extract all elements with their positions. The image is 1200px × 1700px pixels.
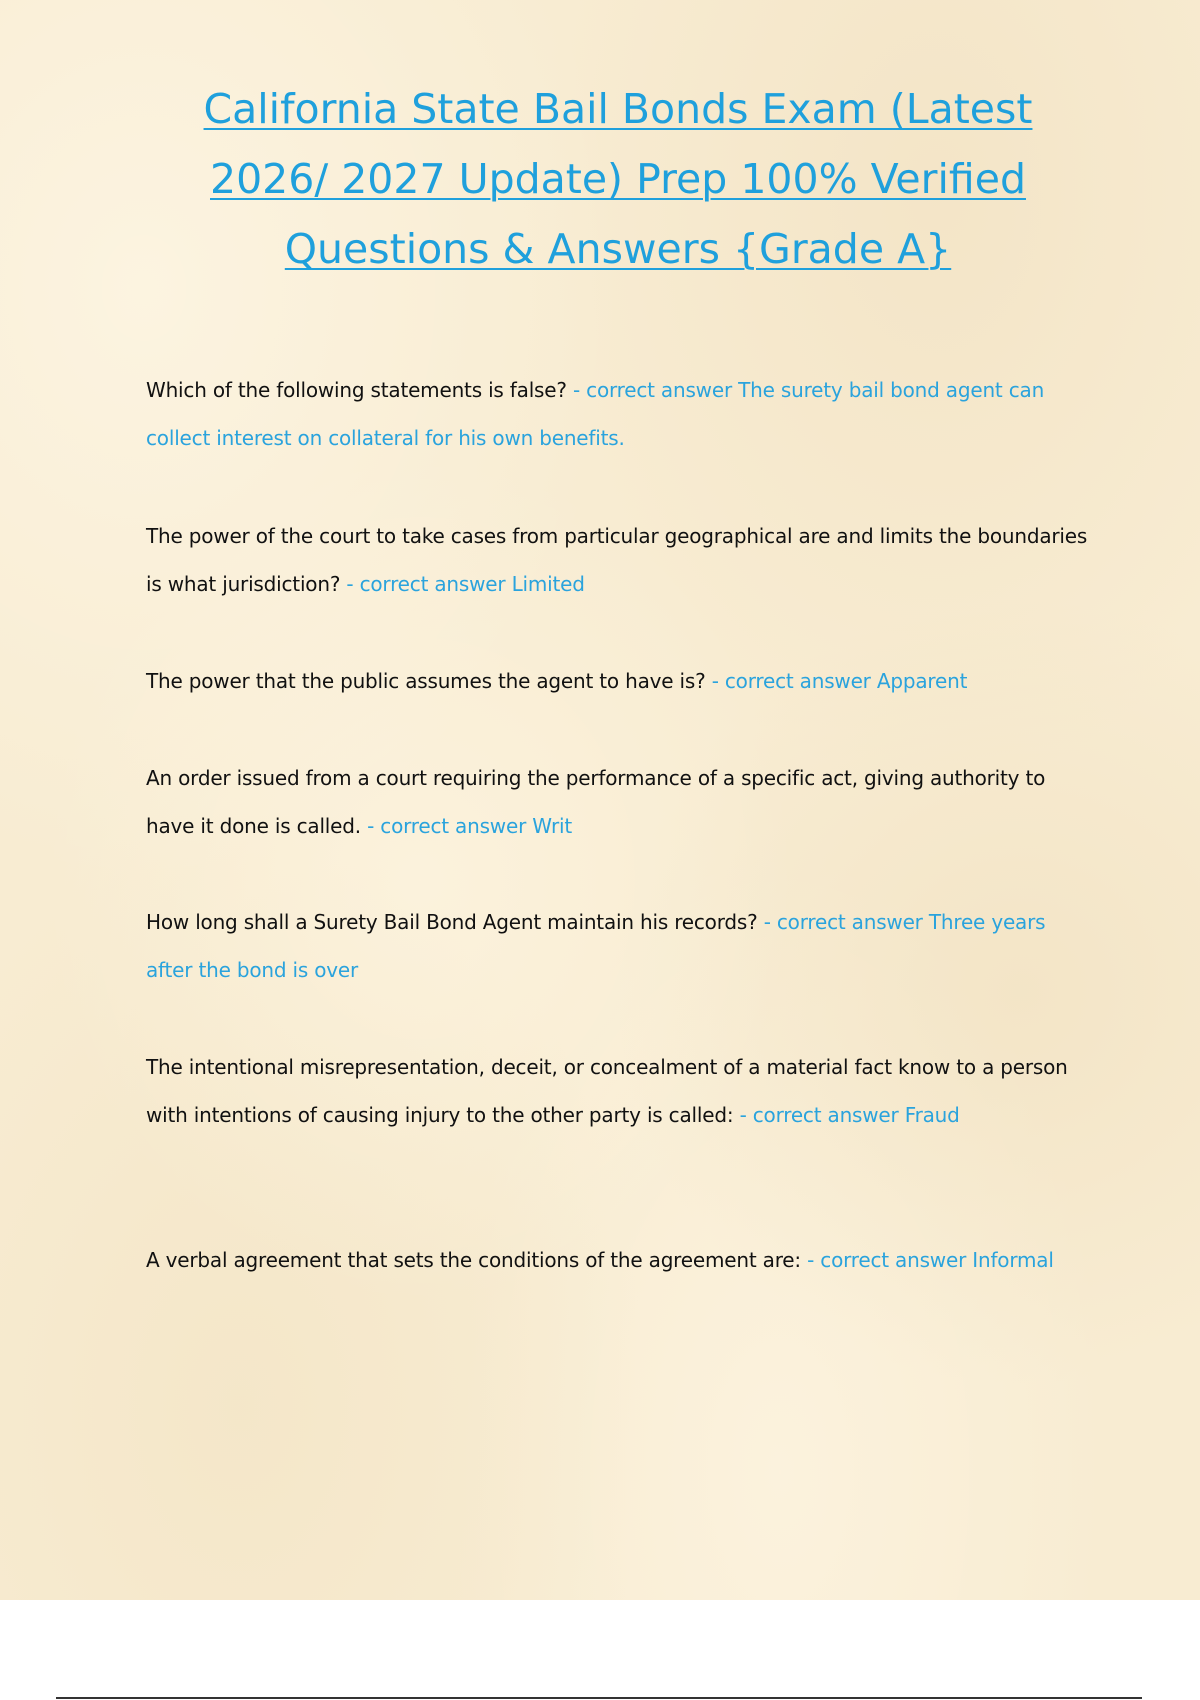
footer-divider bbox=[56, 1697, 1142, 1699]
question-text: A verbal agreement that sets the conditions of the agreement are: bbox=[146, 1248, 801, 1272]
answer-prefix: - correct answer bbox=[807, 1248, 967, 1272]
answer-prefix: - correct answer bbox=[711, 669, 871, 693]
answer-prefix: - correct answer bbox=[739, 1103, 899, 1127]
question-text: The power that the public assumes the agent to have is? bbox=[146, 669, 706, 693]
answer-text: Limited bbox=[511, 572, 585, 596]
qa-item-3 bbox=[146, 657, 1096, 705]
question-text: How long shall a Surety Bail Bond Agent maintain his records? bbox=[146, 910, 758, 934]
answer-text: Apparent bbox=[876, 669, 968, 693]
answer-prefix: - correct answer bbox=[763, 910, 923, 934]
qa-item-1 bbox=[146, 366, 1096, 462]
qa-item-4 bbox=[146, 754, 1096, 850]
answer-text: Writ bbox=[532, 814, 572, 838]
qa-item-5 bbox=[146, 898, 1096, 994]
answer-prefix: - correct answer bbox=[572, 378, 732, 402]
question-text: The intentional misrepresentation, deceit, or concealment of a material fact know to a person with intentions of causing injury to the other party is called: bbox=[146, 1055, 1068, 1127]
qa-item-2 bbox=[146, 512, 1096, 608]
answer-prefix: - correct answer bbox=[367, 814, 527, 838]
answer-prefix: - correct answer bbox=[346, 572, 506, 596]
qa-item-6 bbox=[146, 1043, 1096, 1139]
question-text: The power of the court to take cases from particular geographical are and limits the boundaries is what jurisdiction? bbox=[146, 524, 1088, 596]
qa-item-7 bbox=[146, 1236, 1096, 1284]
answer-text: Fraud bbox=[904, 1103, 960, 1127]
answer-text: The surety bail bond agent can collect interest on collateral for his own benefits. bbox=[146, 378, 1045, 450]
document-title: California State Bail Bonds Exam (Latest 2026/ 2027 Update) Prep 100% Verified Questions & Answers {Grade A} bbox=[203, 85, 1033, 273]
answer-text: Three years after the bond is over bbox=[146, 910, 1046, 982]
question-text: An order issued from a court requiring the performance of a specific act, giving authority to have it done is called. bbox=[146, 766, 1046, 838]
question-text: Which of the following statements is false? bbox=[146, 378, 567, 402]
answer-text: Informal bbox=[972, 1248, 1054, 1272]
